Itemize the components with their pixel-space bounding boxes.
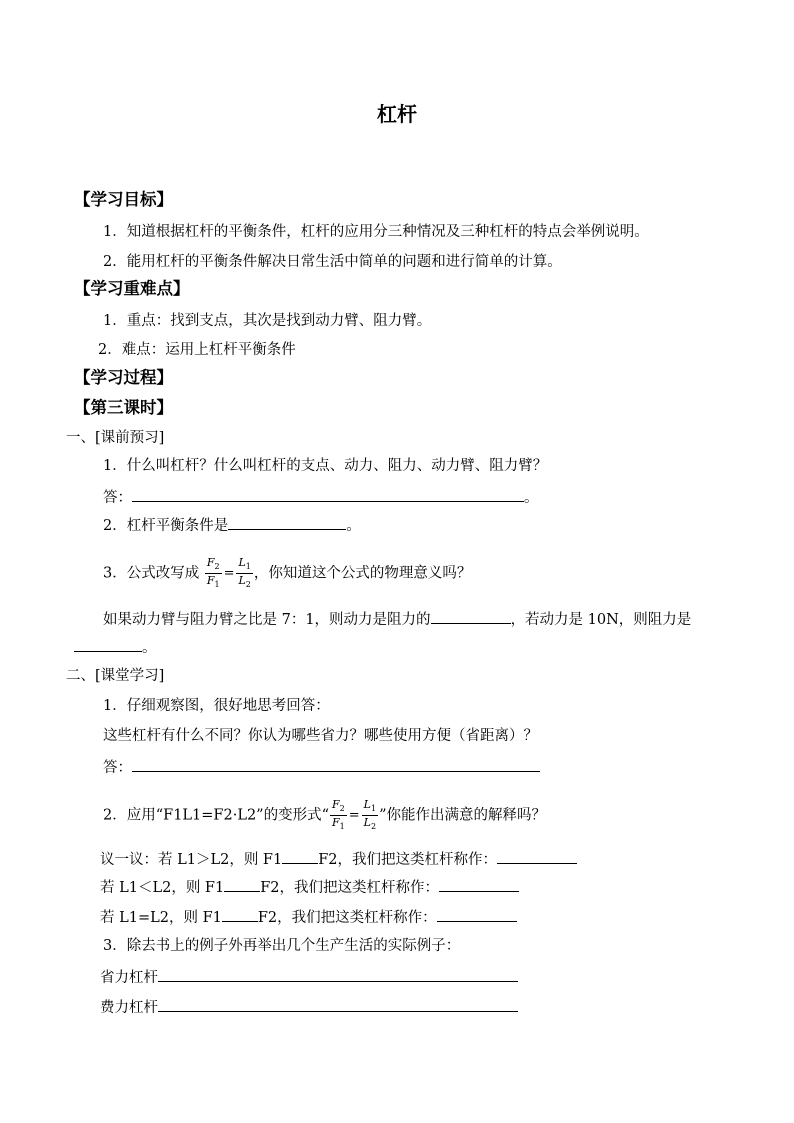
answer-blank[interactable]: [132, 756, 540, 772]
classroom-question-3: 3．除去书上的例子外再举出几个生产生活的实际例子：: [103, 938, 461, 954]
discuss-text: 若 L1＜L2，则 F1: [100, 880, 225, 896]
discuss-text: 若 L1=L2，则 F1: [100, 910, 222, 926]
answer-label: 答：: [103, 490, 132, 506]
fraction-l1-over-l2: $\frac{L_1}{L_2}$: [363, 798, 377, 832]
equals-sign: =: [348, 807, 360, 823]
saving-lever-row: [100, 966, 518, 988]
question-text: 如果动力臂与阻力臂之比是 7：1，则动力是阻力的: [103, 612, 431, 628]
balance-condition-blank[interactable]: [228, 514, 346, 530]
discuss-text: 议一议：若 L1＞L2，则 F1: [100, 852, 283, 868]
discuss-text: F2，我们把这类杠杆称作：: [257, 910, 437, 926]
costly-lever-blank[interactable]: [158, 996, 518, 1012]
question-text: 3．公式改写成: [103, 565, 200, 582]
costly-lever-label: 费力杠杆: [100, 1000, 158, 1016]
lesson-heading: 【第三课时】: [74, 398, 173, 417]
lever-type-blank-1[interactable]: [497, 848, 577, 864]
saving-lever-label: 省力杠杆: [100, 970, 158, 986]
goal-item-2: 2．能用杠杆的平衡条件解决日常生活中简单的问题和进行简单的计算。: [103, 254, 562, 270]
preview-question-2: [103, 514, 361, 536]
preview-question-1: 1．什么叫杠杆？什么叫杠杆的支点、动力、阻力、动力臂、阻力臂？: [103, 458, 548, 474]
discuss-text: F2，我们把这类杠杆称作：: [318, 852, 498, 868]
process-heading: 【学习过程】: [74, 368, 173, 387]
lever-type-blank-2[interactable]: [439, 876, 519, 892]
classroom-question-1-sub: 这些杠杆有什么不同？你认为哪些省力？哪些使用方便（省距离）？: [103, 728, 538, 744]
period: 。: [142, 640, 157, 656]
equals-sign: =: [223, 565, 235, 581]
classroom-question-1: 1．仔细观察图，很好地思考回答：: [103, 698, 330, 714]
question-text: 2．应用“F1L1=F2·L2”的变形式“: [103, 807, 330, 824]
key-point-item-1: 1．重点：找到支点，其次是找到动力臂、阻力臂。: [103, 313, 432, 329]
classroom-question-2: [103, 798, 546, 833]
period: 。: [524, 490, 539, 506]
question-text: 2．杠杆平衡条件是: [103, 518, 229, 534]
compare-blank-1[interactable]: [282, 848, 318, 864]
fraction-f2-over-f1: $\frac{F_2}{F_1}$: [332, 798, 345, 832]
key-point-item-2: 2．难点：运用上杠杆平衡条件: [98, 342, 296, 358]
preview-question-3: [103, 556, 471, 591]
goals-heading: 【学习目标】: [74, 190, 173, 209]
lever-type-blank-3[interactable]: [437, 906, 517, 922]
page-title: 杠杆: [377, 102, 417, 126]
fraction-l1-over-l2: $\frac{L_1}{L_2}$: [238, 556, 251, 590]
key-points-heading: 【学习重难点】: [74, 279, 190, 298]
discuss-row-3: [100, 906, 517, 928]
goal-item-1: 1．知道根据杠杆的平衡条件，杠杆的应用分三种情况及三种杠杆的特点会举例说明。: [103, 224, 649, 240]
question-text: ”你能作出满意的解释吗？: [379, 807, 546, 824]
costly-lever-row: [100, 996, 518, 1018]
classroom-answer-row: [103, 756, 540, 778]
compare-blank-2[interactable]: [224, 876, 260, 892]
preview-heading: 一、[课前预习]: [66, 430, 165, 446]
preview-question-4: [103, 608, 691, 630]
fraction-f2-over-f1: $\frac{F_2}{F_1}$: [206, 556, 220, 590]
question-text: ，你知道这个公式的物理意义吗？: [253, 565, 472, 582]
resistance-blank[interactable]: [74, 636, 142, 652]
saving-lever-blank[interactable]: [158, 966, 518, 982]
compare-blank-3[interactable]: [222, 906, 258, 922]
question-text: ，若动力是 10N，则阻力是: [510, 612, 692, 628]
preview-question-4-cont: [74, 636, 157, 658]
period: 。: [346, 518, 361, 534]
answer-label: 答：: [103, 760, 132, 776]
discuss-row-2: [100, 876, 519, 898]
force-ratio-blank[interactable]: [431, 608, 511, 624]
classroom-heading: 二、[课堂学习]: [66, 668, 165, 684]
discuss-row-1: [100, 848, 577, 870]
discuss-text: F2，我们把这类杠杆称作：: [260, 880, 440, 896]
preview-answer-row: [103, 486, 539, 508]
answer-blank[interactable]: [132, 486, 524, 502]
